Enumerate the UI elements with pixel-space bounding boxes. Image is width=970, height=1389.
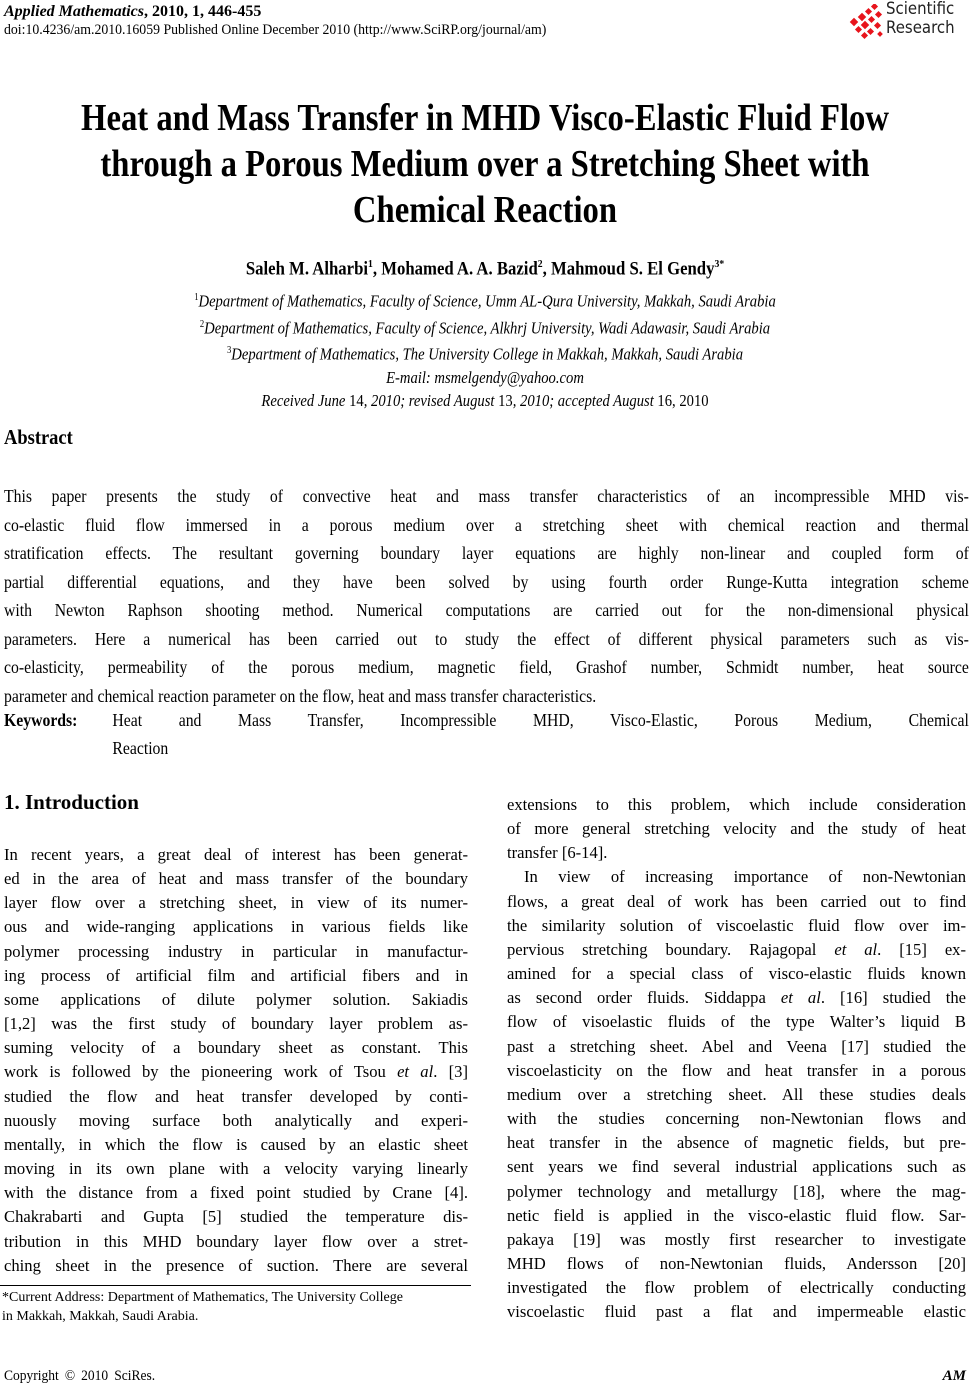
- author-affil-mark: 2: [537, 258, 543, 270]
- text-line: viscoelasticity on the flow and heat transfer in a porous: [507, 1060, 966, 1080]
- publisher-logo[interactable]: [848, 0, 970, 44]
- text-line: tribution in this MHD boundary layer flow over a stret-: [4, 1231, 468, 1251]
- abstract-line: stratification effects. The resultant governing boundary layer equations are highly non-linear and coupled form of: [4, 543, 969, 563]
- text-line: ching sheet in the presence of suction. There are several: [4, 1255, 468, 1275]
- text-line: [507, 986, 966, 1010]
- text-line: medium over a stretching sheet. All these studies deals: [507, 1084, 966, 1104]
- text-line: ed in the area of heat and mass transfer of the boundary: [4, 869, 468, 889]
- year-end: , 2010: [672, 390, 709, 410]
- citation-ref: . [15] ex-: [877, 939, 967, 959]
- et-al-italic: et al: [397, 1062, 434, 1082]
- text-fragment: as second order fluids. Siddappa: [507, 988, 781, 1008]
- revised-day: 13: [498, 390, 513, 410]
- text-line: pakaya [19] was mostly first researcher to investigate: [507, 1229, 966, 1249]
- text-line: heat transfer in the absence of magnetic fields, but pre-: [507, 1133, 966, 1153]
- affil-text: Department of Mathematics, The University College in Makkah, Makkah, Saudi Arabia: [231, 344, 744, 364]
- keywords-line-1: Heat and Mass Transfer, Incompressible MHD, Visco-Elastic, Porous Medium, Chemical: [112, 710, 969, 730]
- abstract-line: partial differential equations, and they have been solved by using fourth order Runge-Kutta integration scheme: [4, 571, 969, 592]
- text-line: transfer [6-14].: [507, 843, 608, 863]
- et-al-italic: et al: [834, 939, 878, 959]
- text-line: amined for a special class of visco-elastic fluids known: [507, 964, 966, 984]
- section-heading-introduction: 1. Introduction: [4, 790, 139, 814]
- text-line: In recent years, a great deal of interest has been generat-: [4, 845, 468, 864]
- affiliation-3: [68, 339, 902, 366]
- accepted-day: 16: [657, 390, 673, 410]
- text-line: sent years we find several industrial applications such as: [507, 1157, 966, 1177]
- text-line: MHD flows of non-Newtonian fluids, Andersson [20]: [507, 1253, 966, 1273]
- text-line: In view of increasing importance of non-Newtonian: [524, 867, 966, 887]
- text-line: nuously moving surface both analytically and experi-: [4, 1110, 468, 1130]
- received-label: Received June: [261, 390, 350, 410]
- text-line: past a stretching sheet. Abel and Veena [17] studied the: [507, 1036, 966, 1056]
- text-fragment: work is followed by the pioneering work of Tsou: [4, 1062, 398, 1082]
- text-line: [507, 938, 966, 962]
- accepted-label: , 2010; accepted August: [512, 390, 658, 410]
- author-separator: ,: [542, 258, 551, 280]
- abstract-line: co-elasticity, permeability of the porous medium, magnetic field, Grashof number, Schmidt number, heat source: [4, 657, 969, 677]
- abstract-line: with Newton Raphson shooting method. Numerical computations are carried out for the non-dimensional physical: [4, 600, 969, 620]
- page-footer: [4, 1368, 966, 1385]
- intro-left-column: [4, 843, 468, 1278]
- text-line: netic field is applied in the visco-elastic fluid flow. Sar-: [507, 1205, 966, 1225]
- et-al-italic: et al: [780, 988, 821, 1008]
- text-line: flow of visoelastic fluids of the type Walter’s liquid B: [507, 1012, 966, 1032]
- text-line: [1,2] was the first study of boundary layer problem as-: [4, 1014, 468, 1034]
- title-line-1: Heat and Mass Transfer in MHD Visco-Elastic Fluid Flow: [81, 97, 889, 139]
- text-line: layer flow over a stretching sheet, in view of its numer-: [4, 893, 468, 913]
- affil-text: Department of Mathematics, Faculty of Science, Umm AL-Qura University, Makkah, Saudi Arabia: [198, 291, 776, 311]
- abstract-line: This paper presents the study of convective heat and mass transfer characteristics of an incompressible MHD vis-: [4, 486, 969, 506]
- author-name: Mohamed A. A. Bazid: [381, 258, 538, 280]
- text-line: of more general stretching velocity and the study of heat: [507, 819, 966, 839]
- paper-title: [68, 95, 902, 233]
- text-line: mentally, in which the flow is caused by an elastic sheet: [4, 1134, 468, 1154]
- journal-volume-pages: , 2010, 1, 446-455: [144, 3, 262, 20]
- abstract-line: parameters. Here a numerical has been carried out to study the effect of different physical parameters such as vis-: [4, 628, 969, 649]
- title-line-3: Chemical Reaction: [352, 189, 618, 231]
- author-list: [58, 258, 912, 280]
- text-line: extensions to this problem, which include consideration: [507, 795, 966, 814]
- affil-mark: 1: [194, 292, 199, 303]
- abstract-line: parameter and chemical reaction parameter on the flow, heat and mass transfer characteristics.: [4, 685, 597, 706]
- text-line: with the distance from a fixed point studied by Crane [4].: [4, 1183, 468, 1203]
- text-line: studied the flow and heat transfer developed by conti-: [4, 1086, 468, 1106]
- intro-right-column: [507, 793, 966, 1324]
- citation-ref: . [16] studied the: [820, 988, 966, 1008]
- footnote: [2, 1289, 472, 1326]
- email-address[interactable]: : msmelgendy@yahoo.com: [425, 367, 584, 387]
- author-separator: ,: [372, 258, 382, 280]
- journal-name: Applied Mathematics: [4, 3, 144, 20]
- affil-text: Department of Mathematics, Faculty of Science, Alkhrj University, Wadi Adawasir, Saudi Arabia: [204, 318, 771, 338]
- affiliations: [0, 286, 970, 412]
- dates-line: [68, 389, 902, 412]
- text-line: [4, 1060, 468, 1084]
- logo-line-2: Research: [886, 18, 955, 38]
- affiliation-2: [68, 313, 902, 340]
- email-label: E-mail: [386, 367, 426, 387]
- affil-mark: 3: [226, 345, 232, 357]
- footnote-line-1: *Current Address: Department of Mathematics, The University College: [2, 1290, 403, 1305]
- text-line: polymer processing industry in particular in manufactur-: [4, 941, 468, 961]
- text-line: Chakrabarti and Gupta [5] studied the temperature dis-: [4, 1207, 468, 1227]
- logo-line-1: Scientific: [886, 0, 955, 19]
- abstract-line: co-elastic fluid flow immersed in a porous medium over a stretching sheet with chemical reaction and thermal: [4, 514, 969, 535]
- received-day: 14: [349, 390, 364, 410]
- text-line: investigated the flow problem of electrically conducting: [507, 1278, 966, 1298]
- keywords-label: Keywords:: [4, 710, 78, 730]
- logo-text: [886, 0, 955, 38]
- text-line: the similarity solution of viscoelastic fluid flow over im-: [507, 915, 966, 935]
- abstract-body: [4, 482, 969, 710]
- text-line: suming velocity of a boundary sheet as constant. This: [4, 1038, 468, 1058]
- copyright-notice: Copyright © 2010 SciRes.: [4, 1368, 156, 1384]
- text-line: flows, a great deal of work has been carried out to find: [507, 891, 966, 911]
- footnote-line-2: in Makkah, Makkah, Saudi Arabia.: [2, 1308, 199, 1324]
- text-line: some applications of dilute polymer solution. Sakiadis: [4, 989, 468, 1009]
- citation-ref: . [3]: [433, 1062, 468, 1082]
- text-line: ing process of artificial film and artificial fibers and in: [4, 965, 468, 985]
- author-affil-mark: 1: [368, 258, 373, 270]
- scientific-research-diamond-logo-icon: [848, 4, 888, 40]
- affiliation-1: [68, 286, 902, 313]
- abstract-heading: Abstract: [4, 425, 73, 449]
- author-affil-mark: 3*: [714, 258, 725, 270]
- doi-line[interactable]: doi:10.4236/am.2010.16059 Published Online December 2010 (http://www.SciRP.org/journal/am): [4, 22, 547, 38]
- footnote-divider: [0, 1285, 471, 1286]
- email-line: [68, 366, 902, 389]
- text-line: with the studies concerning non-Newtonian flows and: [507, 1109, 966, 1129]
- title-line-2: through a Porous Medium over a Stretching Sheet with: [100, 143, 870, 185]
- text-line: moving in its own plane with a velocity varying linearly: [4, 1159, 468, 1179]
- journal-citation: [4, 2, 594, 21]
- text-fragment: pervious stretching boundary. Rajagopal: [507, 939, 835, 959]
- text-line: ous and wide-ranging applications in various fields like: [4, 917, 468, 937]
- text-line: polymer technology and metallurgy [18], where the mag-: [507, 1181, 966, 1201]
- text-line: viscoelastic fluid past a flat and impermeable elastic: [507, 1302, 966, 1322]
- affil-mark: 2: [199, 318, 205, 330]
- journal-header: [4, 2, 594, 40]
- author-name: Mahmoud S. El Gendy: [550, 258, 715, 280]
- revised-label: , 2010; revised August: [363, 390, 499, 410]
- keywords-line-2: Reaction: [112, 738, 169, 758]
- journal-abbreviation: AM: [942, 1368, 966, 1384]
- author-name: Saleh M. Alharbi: [245, 258, 369, 280]
